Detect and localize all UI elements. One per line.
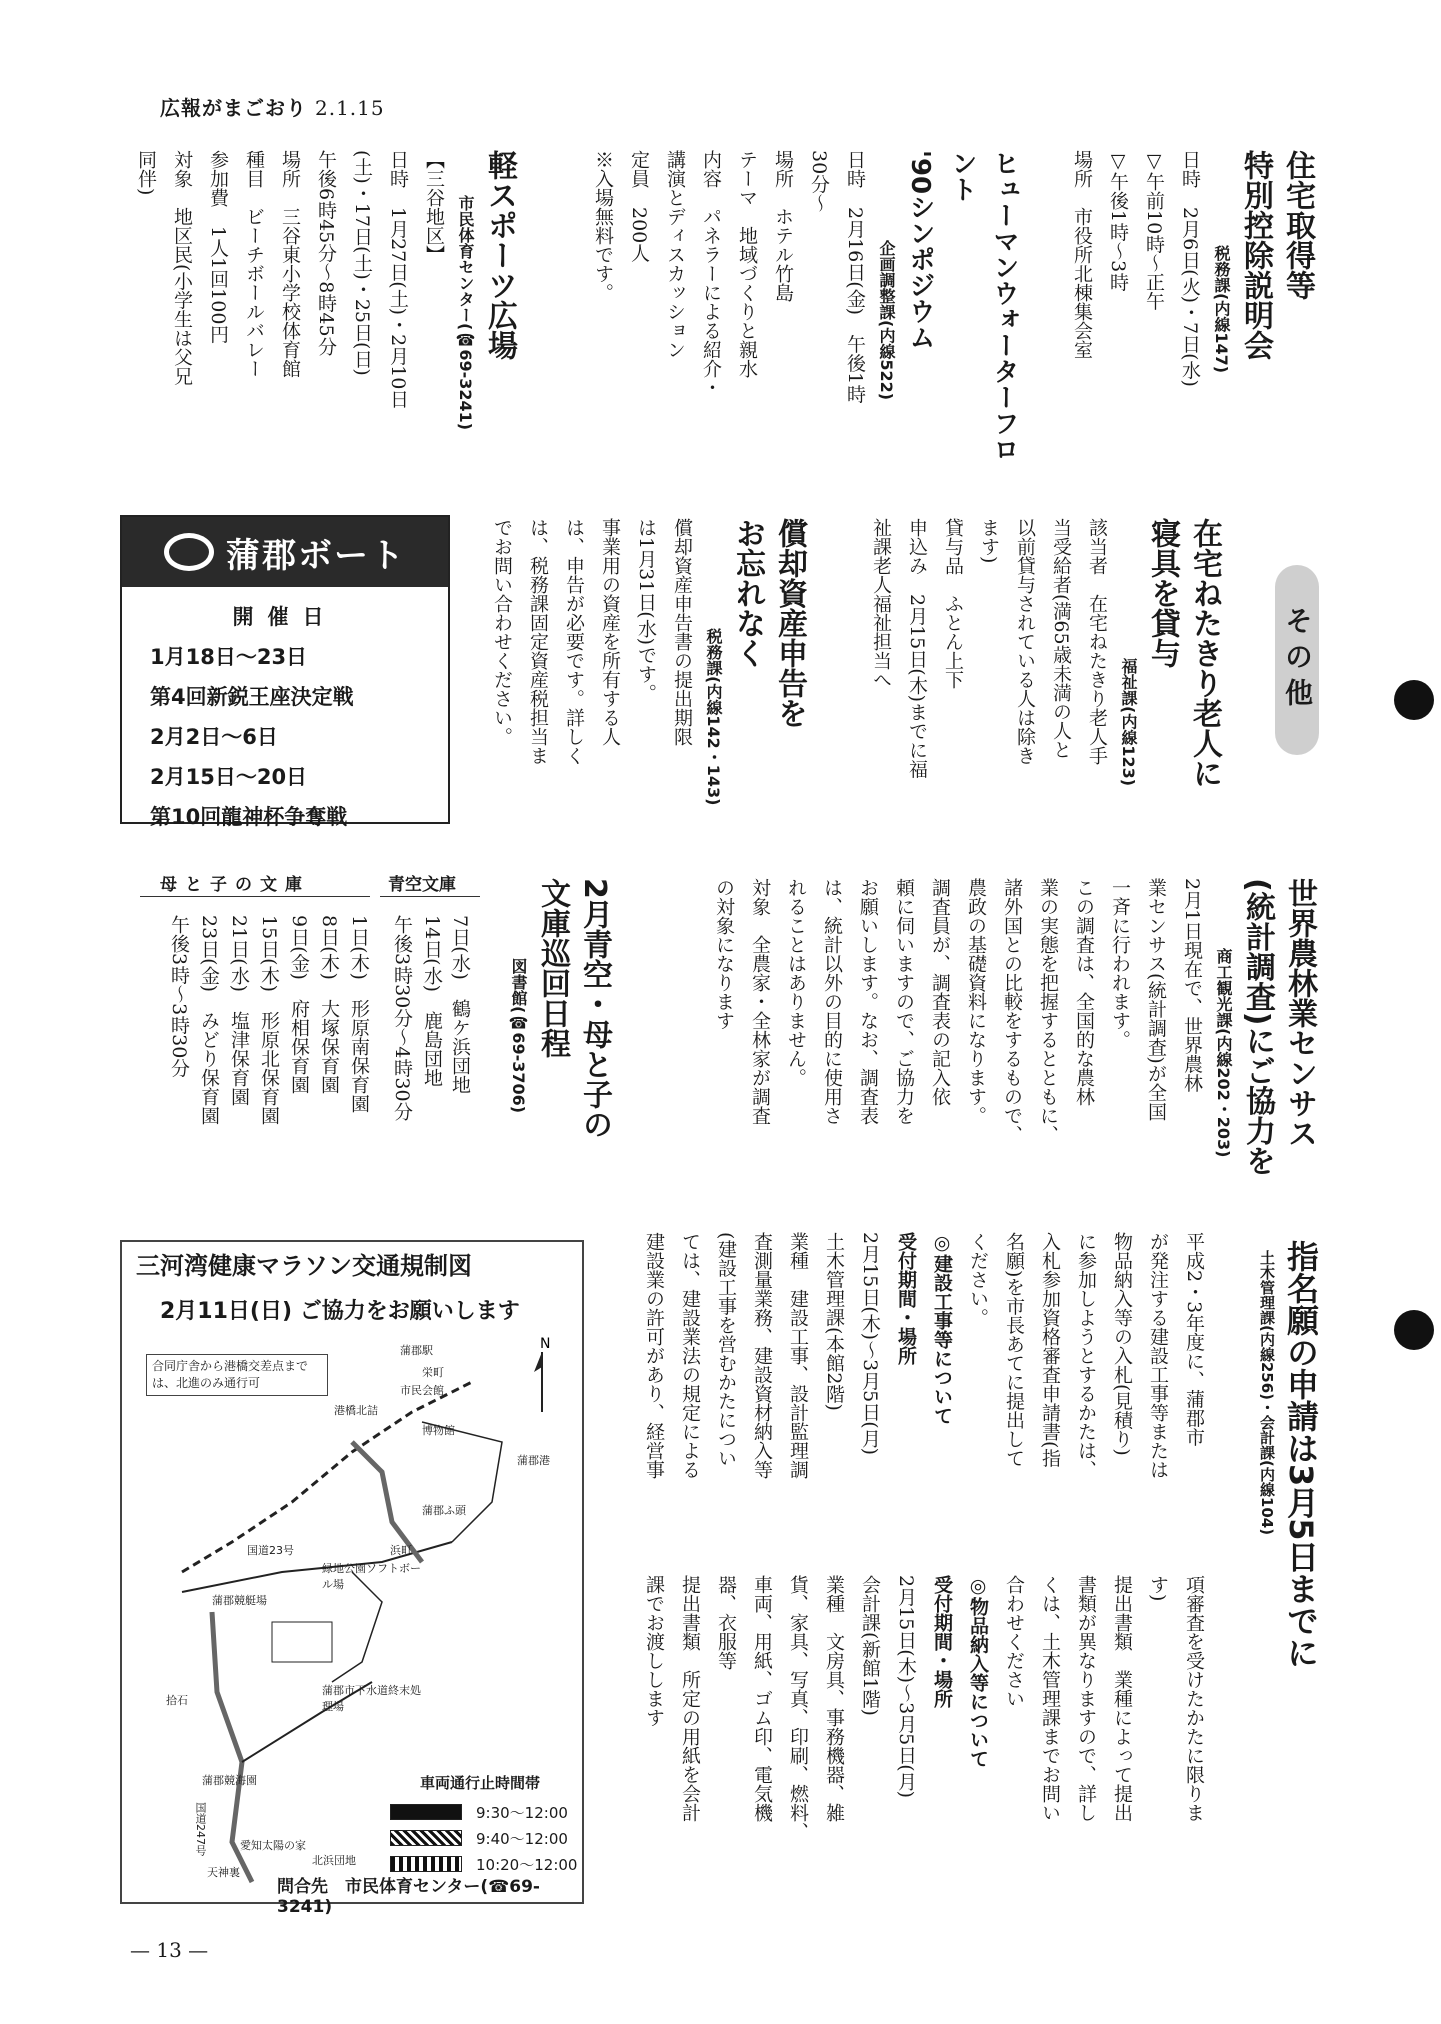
ad-date: 1月18日～23日 xyxy=(150,645,308,669)
map-label: 国道247号 xyxy=(194,1802,207,1856)
text-line: 合わせください xyxy=(1003,1575,1025,1708)
text-line: ます) xyxy=(978,518,1000,564)
map-label: 緑地公園ソフトボール場 xyxy=(322,1562,421,1591)
hahako-heading: 母と子の文庫 xyxy=(160,875,310,895)
text-line: でお問い合わせください。 xyxy=(491,518,513,746)
text-line: に参加しようとするかたは、 xyxy=(1075,1232,1097,1479)
article-humanwater xyxy=(592,150,1025,470)
text-line: 日時 2月6日(火)・7日(水) xyxy=(1179,150,1201,387)
legend-swatch-solid xyxy=(390,1804,462,1820)
map-label: 北浜団地 xyxy=(312,1854,356,1867)
boat-logo-icon xyxy=(164,533,214,571)
department: 企画調整課(内線522) xyxy=(877,240,896,401)
aozora-heading: 青空文庫 xyxy=(388,875,456,895)
text-line: ◎物品納入等について xyxy=(967,1575,989,1768)
text-line: 日時 2月16日(金) 午後1時 xyxy=(844,150,866,404)
text-line: 車両、用紙、ゴム印、電気機 xyxy=(751,1575,773,1822)
text-line: 業種 文房具、事務機器、雑 xyxy=(823,1575,845,1822)
boat-logo-text: 蒲郡ボート xyxy=(226,535,406,576)
coast xyxy=(422,1422,502,1542)
text-line: 定員 200人 xyxy=(628,150,650,263)
bullet-dot xyxy=(1394,680,1434,720)
map-label: 天神裏 xyxy=(207,1866,240,1879)
department: 商工観光課(内線202・203) xyxy=(1214,948,1233,1158)
text-line: 査測量業務、建設資材納入等 xyxy=(751,1232,773,1479)
article-title: 軽スポーツ広場 xyxy=(482,150,517,360)
text-line: 提出書類 所定の用紙を会計 xyxy=(679,1575,701,1822)
boat-logo xyxy=(122,517,448,587)
legend-label: 9:30～12:00 xyxy=(476,1803,568,1822)
rail-line xyxy=(182,1382,472,1572)
text-line: 受付期間・場所 xyxy=(895,1232,917,1365)
map-label: 蒲郡港 xyxy=(517,1454,550,1467)
text-line: 該当者 在宅ねたきり老人手 xyxy=(1086,518,1108,765)
text-line: 受付期間・場所 xyxy=(931,1575,953,1708)
text-line: 提出書類 業種によって提出 xyxy=(1111,1575,1133,1822)
north-arrow xyxy=(534,1352,542,1412)
department: 福祉課(内線123) xyxy=(1119,658,1138,787)
article-title: 住宅取得等 xyxy=(1280,150,1315,300)
text-line: ては、建設業法の規定による xyxy=(679,1232,701,1479)
text-line: 種目 ビーチボールバレー xyxy=(243,150,265,378)
map-label: 港橋北詰 xyxy=(334,1404,378,1417)
text-line: 業の実態を把握するとともに、 xyxy=(1037,878,1059,1144)
ad-event: 第10回龍神杯争奪戦 xyxy=(150,805,348,829)
text-line: は、申告が必要です。詳しく xyxy=(563,518,585,765)
schedule-entry: 23日(金) みどり保育園 xyxy=(198,915,220,1126)
traffic-map xyxy=(120,1240,584,1917)
article-title: お忘れなく xyxy=(730,518,765,668)
divider xyxy=(140,896,370,897)
article-title: 文庫巡回日程 xyxy=(535,878,570,1058)
ad-date: 2月2日～6日 xyxy=(150,725,278,749)
text-line: が発注する建設工事等または xyxy=(1147,1232,1169,1479)
schedule-entry: 9日(金) 府相保育園 xyxy=(288,915,310,1094)
text-line: 調査員が、調査表の記入依 xyxy=(929,878,951,1106)
map-label: 浜町 xyxy=(390,1544,412,1557)
map-legend xyxy=(390,1772,577,1877)
schedule-entry: 15日(木) 形原北保育園 xyxy=(258,915,280,1126)
text-line: ください。 xyxy=(967,1232,989,1327)
article-housing xyxy=(1071,150,1318,470)
article-title: (統計調査)にご協力を xyxy=(1240,878,1275,1176)
ad-date: 2月15日～20日 xyxy=(150,765,308,789)
text-line: 会計課(新館1階) xyxy=(859,1575,881,1716)
text-line: 土木管理課(本館2階) xyxy=(823,1232,845,1411)
text-line: 項審査を受けたかたに限りま xyxy=(1183,1575,1205,1822)
text-line: 2月15日(木)～3月5日(月) xyxy=(859,1232,881,1456)
text-line: 日時 1月27日(土)・2月10日 xyxy=(387,150,409,409)
text-line: 場所 ホテル竹島 xyxy=(772,150,794,302)
map-label: 栄町 xyxy=(422,1366,444,1379)
article-bid-upper xyxy=(600,1232,1212,1552)
map-label: 蒲郡競海園 xyxy=(202,1774,257,1787)
bullet-dot xyxy=(1394,1310,1434,1350)
text-line: は、税務課固定資産税担当ま xyxy=(527,518,549,765)
text-line: 農政の基礎資料になります。 xyxy=(965,878,987,1125)
text-line: 講演とディスカッション xyxy=(664,150,686,359)
map-label: 愛知太陽の家 xyxy=(240,1839,306,1852)
department: 税務課(内線142・143) xyxy=(704,628,723,806)
text-line: 事業用の資産を所有する人 xyxy=(599,518,621,746)
map-label: 蒲郡市下水道終末処理場 xyxy=(322,1684,421,1713)
article-title: 償却資産申告を xyxy=(772,518,807,728)
article-bid-title xyxy=(1238,1240,1322,1930)
text-line: ※入場無料です。 xyxy=(592,150,614,302)
text-line: 同伴) xyxy=(135,150,157,196)
legend-title: 車両通行止時間帯 xyxy=(420,1774,541,1792)
text-line: 頼に伺いますので、ご協力を xyxy=(893,878,915,1125)
article-census xyxy=(640,878,1320,1208)
text-line: 書類が異なりますので、詳し xyxy=(1075,1575,1097,1822)
publication-title: 広報がまごおり xyxy=(160,96,307,120)
text-line: は1月31日(水)です。 xyxy=(635,518,657,703)
map-title: 三河湾健康マラソン交通規制図 xyxy=(136,1252,472,1280)
text-line: くは、土木管理課までお問い xyxy=(1039,1575,1061,1822)
schedule-entry: 午後3時30分～4時30分 xyxy=(391,915,413,1121)
article-title: '90シンポジウム xyxy=(905,150,935,351)
publication-date: 2.1.15 xyxy=(315,96,385,120)
map-subtitle: 2月11日(日) ご協力をお願いします xyxy=(160,1299,520,1324)
text-line: 2月15日(木)～3月5日(月) xyxy=(895,1575,917,1799)
article-library xyxy=(485,878,615,1208)
text-line: 【三谷地区】 xyxy=(423,150,445,264)
text-line: ◎建設工事等について xyxy=(931,1232,953,1425)
legend-item xyxy=(390,1825,577,1851)
map-label: 蒲郡ふ頭 xyxy=(422,1504,466,1517)
text-line: 対象 地区民(小学生は父兄 xyxy=(171,150,193,386)
text-line: ▽午前10時～正午 xyxy=(1143,150,1165,311)
legend-swatch-dashed xyxy=(390,1856,462,1872)
department: 図書館(☎69-3706) xyxy=(509,958,528,1114)
legend-swatch-hatched xyxy=(390,1830,462,1846)
schedule-entry: 午後3時～3時30分 xyxy=(168,915,190,1078)
section-tab: その他 xyxy=(1275,565,1319,755)
north-arrow-label: N xyxy=(540,1336,551,1352)
article-depreciation xyxy=(485,518,810,863)
facility xyxy=(272,1622,332,1662)
divider xyxy=(380,896,480,897)
text-line: 申込み 2月15日(木)までに福 xyxy=(906,518,928,779)
text-line: 器、衣服等 xyxy=(715,1575,737,1670)
text-line: の対象になります xyxy=(713,878,735,1030)
text-line: (建設工事を営むかたについ xyxy=(715,1232,737,1468)
legend-item xyxy=(390,1799,577,1825)
text-line: 参加費 1人1回100円 xyxy=(207,150,229,344)
text-line: 一斉に行われます。 xyxy=(1109,878,1131,1049)
text-line: 貸与品 ふとん上下 xyxy=(942,518,964,689)
text-line: は、統計以外の目的に使用さ xyxy=(821,878,843,1125)
legend-label: 10:20～12:00 xyxy=(476,1855,578,1874)
article-sports xyxy=(135,150,520,470)
text-line: (土)・17日(土)・25日(日) xyxy=(351,150,373,376)
article-title: 特別控除説明会 xyxy=(1238,150,1273,360)
article-bedding xyxy=(870,518,1225,863)
map-label: 拾石 xyxy=(166,1694,188,1707)
text-line: テーマ 地域づくりと親水 xyxy=(736,150,758,378)
text-line: 課でお渡しします xyxy=(643,1575,665,1727)
article-bid-lower xyxy=(600,1575,1212,1915)
page-number: — 13 — xyxy=(130,1938,209,1962)
schedule-entry: 8日(木) 大塚保育園 xyxy=(318,915,340,1094)
text-line: 以前貸与されている人は除き xyxy=(1014,518,1036,765)
text-line: ▽午後1時～3時 xyxy=(1107,150,1129,292)
text-line: 2月1日現在で、世界農林 xyxy=(1181,878,1203,1093)
schedule-entry: 21日(水) 塩津保育園 xyxy=(228,915,250,1107)
map-label: 博物館 xyxy=(422,1424,455,1437)
text-line: す) xyxy=(1147,1575,1169,1602)
schedule-entry: 1日(木) 形原南保育園 xyxy=(348,915,370,1113)
article-title: 世界農林業センサス xyxy=(1282,878,1317,1148)
text-line: 午後6時45分～8時45分 xyxy=(315,150,337,356)
text-line: 業種 建設工事、設計監理調 xyxy=(787,1232,809,1479)
schedule-entry: 14日(水) 鹿島団地 xyxy=(421,915,443,1088)
ad-event: 第4回新鋭王座決定戦 xyxy=(150,685,354,709)
map-label: 蒲郡競艇場 xyxy=(212,1594,267,1607)
text-line: 償却資産申告書の提出期限 xyxy=(671,518,693,746)
legend-label: 9:40～12:00 xyxy=(476,1829,568,1848)
text-line: 30分～ xyxy=(808,150,830,213)
article-title: 寝具を貸与 xyxy=(1145,518,1180,668)
boat-race-ad xyxy=(120,515,450,829)
text-line: 業センサス(統計調査)が全国 xyxy=(1145,878,1167,1121)
article-title: ヒューマンウォーターフロント xyxy=(947,150,1019,462)
text-line: 平成2・3年度に、蒲郡市 xyxy=(1183,1232,1205,1447)
text-line: この調査は、全国的な農林 xyxy=(1073,878,1095,1106)
text-line: 物品納入等の入札(見積り) xyxy=(1111,1232,1133,1456)
text-line: 入札参加資格審査申請書(指 xyxy=(1039,1232,1061,1468)
text-line: 貨、家具、写真、印刷、燃料、 xyxy=(787,1575,809,1841)
text-line: 祉課老人福祉担当へ xyxy=(870,518,892,689)
map-note: 合同庁舎から港橋交差点までは、北進のみ通行可 xyxy=(146,1354,328,1396)
ad-heading: 開催日 xyxy=(232,605,338,629)
text-line: 対象 全農家・全林家が調査 xyxy=(749,878,771,1125)
department: 市民体育センター(☎69-3241) xyxy=(456,195,475,431)
text-line: 場所 三谷東小学校体育館 xyxy=(279,150,301,378)
text-line: お願いします。なお、調査表 xyxy=(857,878,879,1125)
text-line: 建設業の許可があり、経営事 xyxy=(643,1232,665,1479)
page-header xyxy=(160,92,385,121)
text-line: 諸外国との比較をするもので、 xyxy=(1001,878,1023,1144)
text-line: 当受給者(満65歳未満の人と xyxy=(1050,518,1072,759)
map-label: 市民会館 xyxy=(400,1384,444,1397)
text-line: 場所 市役所北棟集会室 xyxy=(1071,150,1093,359)
text-line: 名願)を市長あてに提出して xyxy=(1003,1232,1025,1468)
article-title: 在宅ねたきり老人に xyxy=(1187,518,1222,788)
department: 土木管理課(内線256)・会計課(内線104) xyxy=(1258,1250,1276,1536)
map-label: 国道23号 xyxy=(247,1544,294,1557)
department: 税務課(内線147) xyxy=(1212,245,1231,374)
article-title: 2月青空・母と子の xyxy=(577,878,612,1139)
schedule-entry: 7日(水) 鶴ケ浜団地 xyxy=(449,915,471,1094)
text-line: れることはありません。 xyxy=(785,878,807,1087)
article-title: 指名願の申請は3月5日までに xyxy=(1282,1240,1320,1669)
map-label: 蒲郡駅 xyxy=(400,1344,433,1357)
map-contact: 問合先 市民体育センター(☎69-3241) xyxy=(277,1877,540,1917)
text-line: 内容 パネラーによる紹介・ xyxy=(700,150,722,397)
